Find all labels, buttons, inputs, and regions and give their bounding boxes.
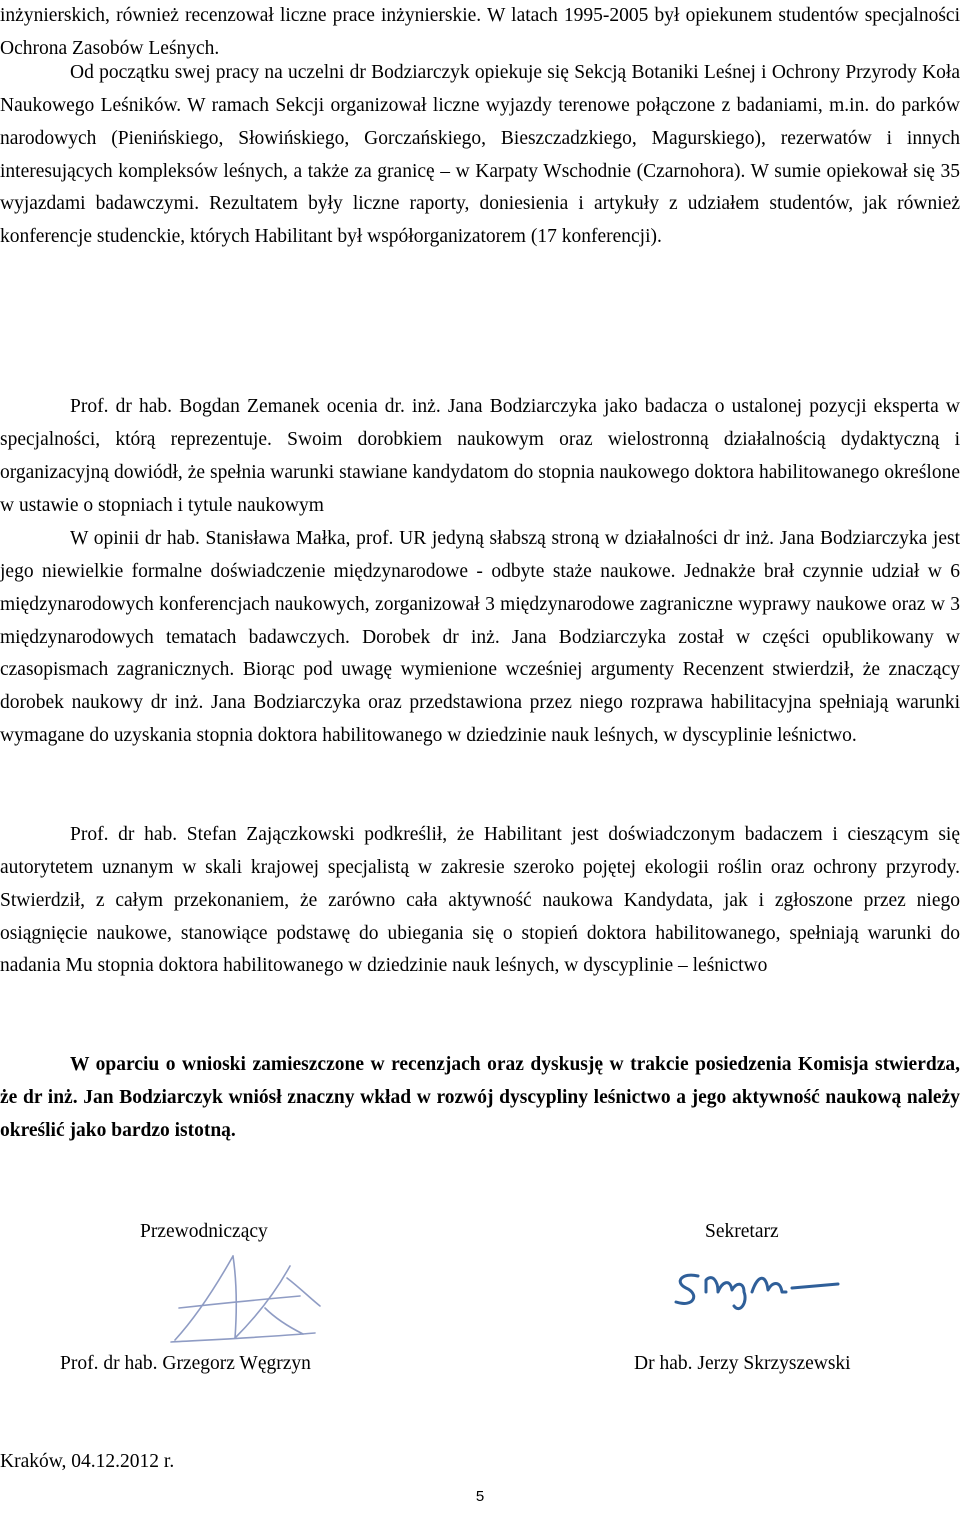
page-number: 5 bbox=[475, 1488, 485, 1505]
paragraph-review-zemanek: Prof. dr hab. Bogdan Zemanek ocenia dr. inż. Jana Bodziarczyka jako badacza o ustalonej pozycji eksperta w specjalności, którą reprezentuje. Swoim dorobkiem naukowym oraz wielostronną działalnością dydaktyczną i organizacyjną dowiódł, że spełnia warunki stawiane kandydatom do stopnia naukowego doktora habilitowanego określone w ustawie o stopniach i tytule naukowym bbox=[0, 396, 960, 516]
secretary-name: Dr hab. Jerzy Skrzyszewski bbox=[634, 1353, 851, 1374]
committee-conclusion: W oparciu o wnioski zamieszczone w recenzjach oraz dyskusję w trakcie posiedzenia Komisja stwierdza, że dr inż. Jan Bodziarczyk wniósł znaczny wkład w rozwój dyscypliny leśnictwo a jego aktywność naukową należy określić jako bardzo istotną. bbox=[0, 1054, 960, 1141]
paragraph-continuation: inżynierskich, również recenzował liczne prace inżynierskie. W latach 1995-2005 był opiekunem studentów specjalności Ochrona Zasobów Leśnych. bbox=[0, 5, 960, 59]
chair-role: Przewodniczący bbox=[140, 1221, 268, 1242]
paragraph-review-zajaczkowski: Prof. dr hab. Stefan Zajączkowski podkreślił, że Habilitant jest doświadczonym badaczem i cieszącym się autorytetem uznanym w skali krajowej specjalistą w zakresie szeroko pojętej ekologii roślin oraz ochrony przyrody. Stwierdził, z całym przekonaniem, że zarówno cała aktywność naukowa Kandydata, jak i zgłoszone przez niego osiągnięcie naukowe, stanowiące podstawę do ubiegania się o stopień doktora habilitowanego, spełniają warunki do nadania Mu stopnia doktora habilitowanego w dziedzinie nauk leśnych, w dyscyplinie – leśnictwo bbox=[0, 824, 960, 977]
place-and-date: Kraków, 04.12.2012 r. bbox=[0, 1451, 175, 1472]
chair-name: Prof. dr hab. Grzegorz Węgrzyn bbox=[60, 1353, 311, 1374]
paragraph-student-section: Od początku swej pracy na uczelni dr Bodziarczyk opiekuje się Sekcją Botaniki Leśnej i Ochrony Przyrody Koła Naukowego Leśników. W ramach Sekcji organizował liczne wyjazdy terenowe połączone z badaniami, m.in. do parków narodowych (Pienińskiego, Słowińskiego, Gorczańskiego, Bieszczadzkiego, Magurskiego), rezerwatów i innych interesujących kompleksów leśnych, a także za granicę – w Karpaty Wschodnie (Czarnohora). W sumie opiekował się 35 wyjazdami badawczymi. Rezultatem były liczne raporty, doniesienia i artykuły z udziałem studentów, jak również konferencje studenckie, których Habilitant był współorganizatorem (17 konferencji). bbox=[0, 62, 960, 248]
secretary-signature bbox=[668, 1262, 848, 1322]
chair-signature bbox=[165, 1248, 335, 1348]
secretary-role: Sekretarz bbox=[705, 1221, 779, 1242]
paragraph-review-malek: W opinii dr hab. Stanisława Małka, prof. UR jedyną słabszą stroną w działalności dr inż. Jana Bodziarczyka jest jego niewielkie formalne doświadczenie międzynarodowe - odbyte staże naukowe. Jednakże brał czynnie udział w 6 międzynarodowych konferencjach naukowych, zorganizował 3 międzynarodowe zagraniczne wyprawy naukowe oraz w 3 międzynarodowych tematach badawczych. Dorobek dr inż. Jana Bodziarczyka został w części opublikowany w czasopismach zagranicznych. Biorąc pod uwagę wymienione wcześniej argumenty Recenzent stwierdził, że znaczący dorobek naukowy dr inż. Jana Bodziarczyka oraz przedstawiona przez niego rozprawa habilitacyjna spełniają warunki wymagane do uzyskania stopnia doktora habilitowanego w dziedzinie nauk leśnych, w dyscyplinie leśnictwo. bbox=[0, 528, 960, 747]
